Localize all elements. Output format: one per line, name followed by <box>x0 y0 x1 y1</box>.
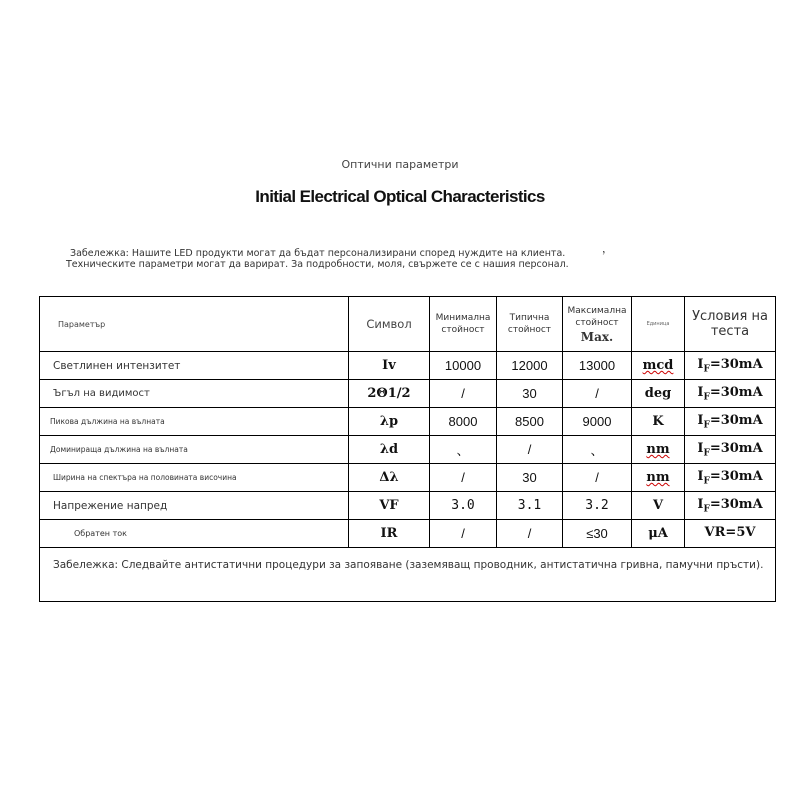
param-name: Ширина на спектъра на половината височина <box>40 464 349 492</box>
param-symbol: 2Θ1/2 <box>349 380 430 408</box>
condition-sub: F <box>703 448 710 459</box>
condition-sub: F <box>703 476 710 487</box>
max-value: 3.2 <box>563 492 632 520</box>
param-name: Ъгъл на видимост <box>40 380 349 408</box>
header-typ: Типична стойност <box>497 297 563 352</box>
condition-main: VR=5V <box>704 524 756 540</box>
condition-value: =30mA <box>709 412 763 428</box>
min-value: / <box>430 464 497 492</box>
test-condition <box>685 408 776 436</box>
note-comma-mark: ， <box>602 242 613 255</box>
max-value: 13000 <box>563 352 632 380</box>
table-row <box>40 464 776 492</box>
unit-value: μA <box>632 520 685 548</box>
unit-text: mcd <box>642 358 674 373</box>
min-value: 8000 <box>430 408 497 436</box>
condition-sub: F <box>703 364 710 375</box>
test-condition <box>685 436 776 464</box>
max-value: 9000 <box>563 408 632 436</box>
condition-value: =30mA <box>709 384 763 400</box>
max-value: ≤30 <box>563 520 632 548</box>
header-min: Минимална стойност <box>430 297 497 352</box>
header-max-abbr: Max. <box>580 330 614 344</box>
typ-value: 3.1 <box>497 492 563 520</box>
max-value: 、 <box>563 436 632 464</box>
test-condition <box>685 352 776 380</box>
param-name: Напрежение напред <box>40 492 349 520</box>
condition-sub: F <box>703 420 710 431</box>
min-value: 3.0 <box>430 492 497 520</box>
condition-sub: F <box>703 392 710 403</box>
page-title: Initial Electrical Optical Characteristics <box>255 187 545 206</box>
condition-main: I <box>697 384 704 400</box>
table-row <box>40 492 776 520</box>
param-symbol: VF <box>349 492 430 520</box>
customization-note: Забележка: Нашите LED продукти могат да бъдат персонализирани според нуждите на клиента. <box>70 248 566 259</box>
header-unit: Единица <box>632 297 685 352</box>
table-row <box>40 380 776 408</box>
section-subtitle: Оптични параметри <box>341 158 459 171</box>
unit-value: V <box>632 492 685 520</box>
min-value: 、 <box>430 436 497 464</box>
test-condition <box>685 380 776 408</box>
typ-value: 30 <box>497 464 563 492</box>
table-row <box>40 436 776 464</box>
soldering-note: Забележка: Следвайте антистатични процедури за запояване (заземяващ проводник, антистатична гривна, памучни пръсти). <box>40 548 776 602</box>
param-symbol: IR <box>349 520 430 548</box>
condition-value: =30mA <box>709 496 763 512</box>
table-row <box>40 520 776 548</box>
characteristics-table <box>39 296 776 602</box>
param-symbol: λp <box>349 408 430 436</box>
max-value: / <box>563 464 632 492</box>
parameters-note: Техническите параметри могат да варират. За подробности, моля, свържете се с нашия персонал. <box>66 259 569 270</box>
header-conditions: Условия на теста <box>685 297 776 352</box>
header-max: Максимална стойност <box>567 306 627 328</box>
footnote-row <box>40 548 776 602</box>
condition-value: =30mA <box>709 356 763 372</box>
param-symbol: λd <box>349 436 430 464</box>
condition-main: I <box>697 412 704 428</box>
table-header-row <box>40 297 776 352</box>
header-symbol: Символ <box>349 297 430 352</box>
unit-value: deg <box>632 380 685 408</box>
header-parameter: Параметър <box>40 297 349 352</box>
unit-text: nm <box>646 442 670 457</box>
unit-value <box>632 352 685 380</box>
typ-value: 12000 <box>497 352 563 380</box>
condition-value: =30mA <box>709 440 763 456</box>
condition-main: I <box>697 356 704 372</box>
header-max-cell <box>563 297 632 352</box>
param-name: Обратен ток <box>40 520 349 548</box>
param-name: Пикова дължина на вълната <box>40 408 349 436</box>
max-value: / <box>563 380 632 408</box>
param-name: Доминираща дължина на вълната <box>40 436 349 464</box>
param-name: Светлинен интензитет <box>40 352 349 380</box>
param-symbol: Iv <box>349 352 430 380</box>
typ-value: / <box>497 520 563 548</box>
unit-text: nm <box>646 470 670 485</box>
unit-value <box>632 464 685 492</box>
typ-value: / <box>497 436 563 464</box>
condition-main: I <box>697 440 704 456</box>
min-value: / <box>430 520 497 548</box>
typ-value: 30 <box>497 380 563 408</box>
unit-value: K <box>632 408 685 436</box>
test-condition <box>685 520 776 548</box>
test-condition <box>685 492 776 520</box>
unit-value <box>632 436 685 464</box>
param-symbol: Δλ <box>349 464 430 492</box>
typ-value: 8500 <box>497 408 563 436</box>
table-row <box>40 408 776 436</box>
condition-main: I <box>697 496 704 512</box>
condition-sub: F <box>703 504 710 515</box>
min-value: / <box>430 380 497 408</box>
condition-value: =30mA <box>709 468 763 484</box>
table-row <box>40 352 776 380</box>
condition-main: I <box>697 468 704 484</box>
min-value: 10000 <box>430 352 497 380</box>
test-condition <box>685 464 776 492</box>
